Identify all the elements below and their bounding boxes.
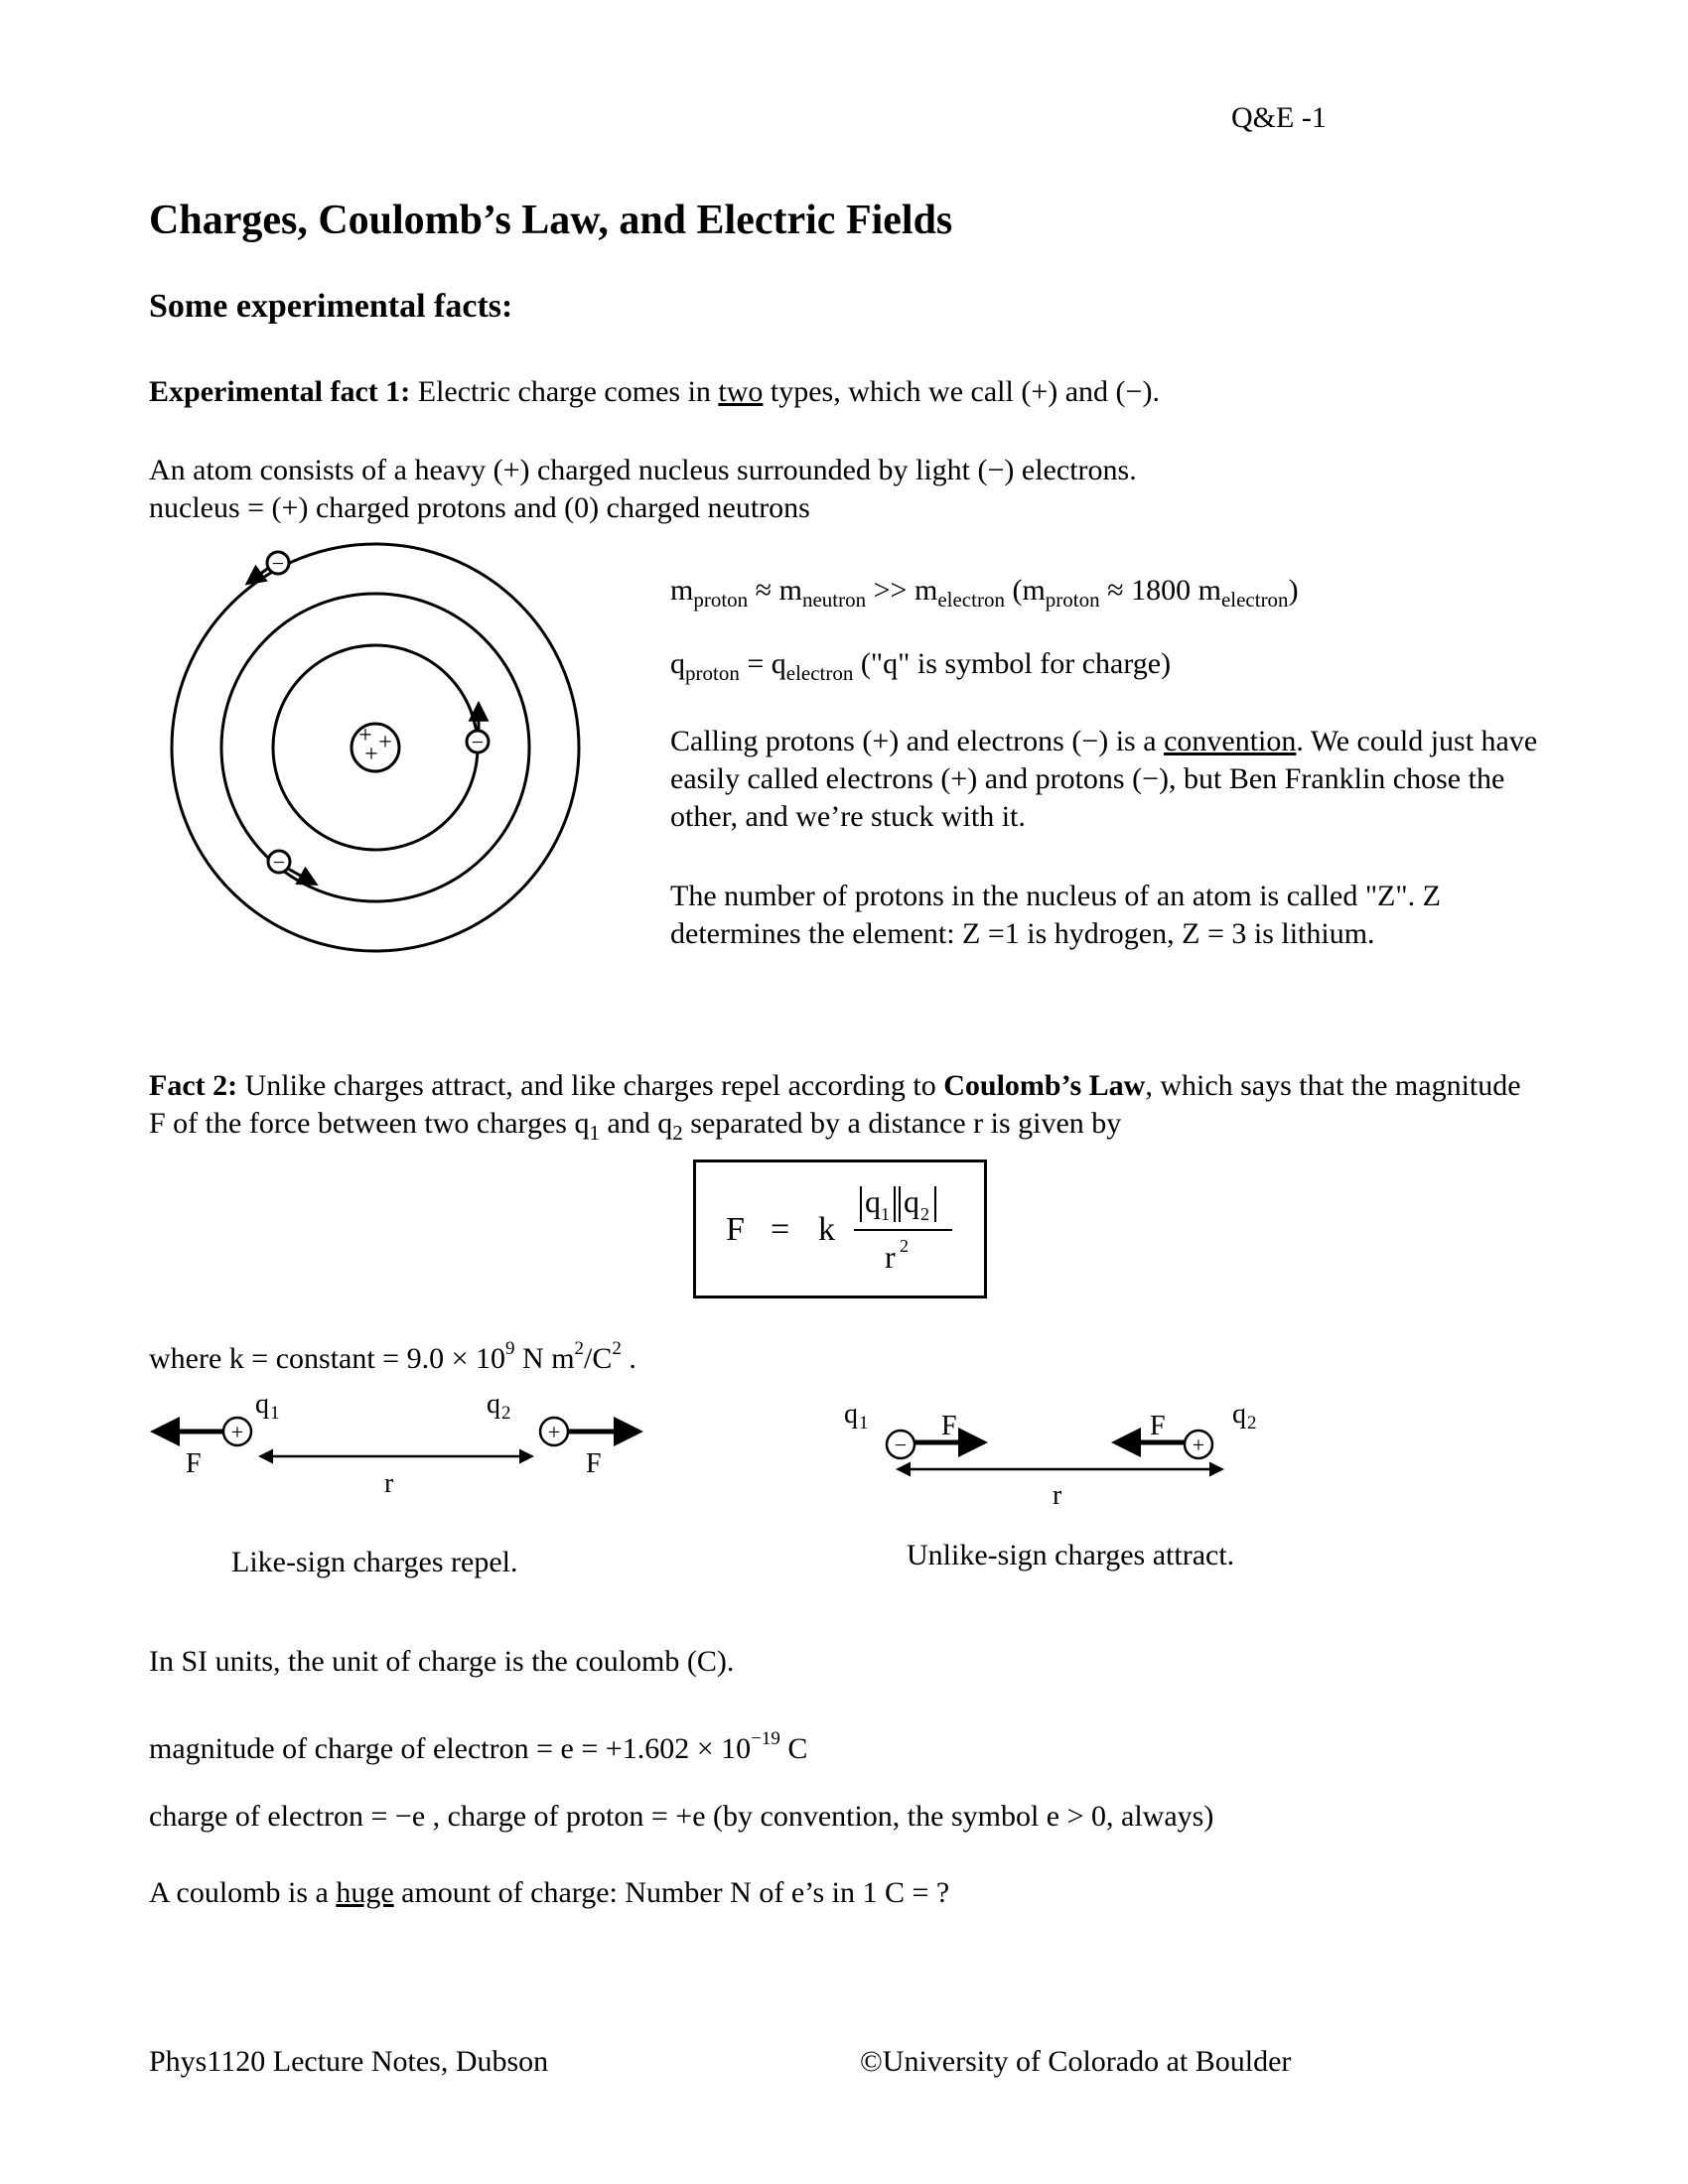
footer-right: ©University of Colorado at Boulder xyxy=(860,2045,1292,2078)
formula-q2: q xyxy=(904,1183,919,1219)
k-unit-c: /C xyxy=(584,1342,613,1375)
electron-outer-sign: − xyxy=(271,551,285,576)
repel-force-left-label: F xyxy=(186,1448,202,1479)
coulomb-question xyxy=(149,1874,949,1912)
repel-diagram xyxy=(144,1385,660,1514)
paren-open: ( xyxy=(1004,574,1023,607)
fact-1-label: Experimental fact 1: xyxy=(149,375,411,408)
sub-proton-2: proton xyxy=(1045,588,1100,612)
attract-diagram xyxy=(839,1385,1256,1514)
convention-text-end: . We could just have easily called electrons (+) and protons (−), but Ben Franklin chose the other, and we’re stuck with it. xyxy=(670,725,1538,833)
charge-note: ("q" is symbol for charge) xyxy=(853,647,1172,680)
sub-1: 1 xyxy=(589,1121,600,1145)
attract-caption: Unlike-sign charges attract. xyxy=(907,1539,1235,1571)
sub-proton: proton xyxy=(693,588,749,612)
fact-2 xyxy=(149,1067,1539,1152)
fact-2-text-c: and q xyxy=(599,1107,673,1140)
k-period: . xyxy=(621,1342,636,1375)
page-number: Q&E -1 xyxy=(1231,101,1327,134)
atom-diagram xyxy=(159,541,596,978)
repel-charge-2-sign: + xyxy=(547,1420,561,1444)
convention-text: Calling protons (+) and electrons (−) is a xyxy=(670,725,1165,757)
sub-neutron: neutron xyxy=(801,588,867,612)
repel-q2: q xyxy=(487,1389,500,1420)
formula-q1: q xyxy=(865,1183,881,1219)
fact-1 xyxy=(149,373,1160,411)
fact-2-text-b: , which says that the magnitude F of the force between two charges q xyxy=(149,1069,1521,1140)
q-proton: q xyxy=(670,647,685,680)
charge-sign-convention: charge of electron = −e , charge of proton = +e (by convention, the symbol e > 0, always) xyxy=(149,1800,1214,1833)
sub-electron: electron xyxy=(937,588,1005,612)
formula-force: F xyxy=(726,1211,745,1248)
footer-left: Phys1120 Lecture Notes, Dubson xyxy=(149,2045,549,2078)
fact-2-text: Unlike charges attract, and like charges repel according to xyxy=(237,1069,944,1102)
formula-sub-2: 2 xyxy=(920,1204,929,1224)
attract-distance-label: r xyxy=(1053,1480,1062,1511)
sub-electron: electron xyxy=(785,661,854,685)
electron-charge-magnitude xyxy=(149,1720,807,1768)
electron-inner-sign: − xyxy=(471,730,485,754)
charge-relation xyxy=(670,645,1171,692)
electron-mag-exp: −19 xyxy=(751,1728,780,1749)
attract-q2-sub: 2 xyxy=(1247,1413,1256,1433)
m-electron: m xyxy=(914,574,938,607)
m-neutron: m xyxy=(778,574,802,607)
repel-distance-label: r xyxy=(384,1468,394,1499)
coulomb-formula xyxy=(696,1162,984,1296)
attract-q1: q xyxy=(844,1399,858,1430)
approx-1800: ≈ 1800 xyxy=(1099,574,1198,607)
nucleus-description: nucleus = (+) charged protons and (0) charged neutrons xyxy=(149,491,810,524)
si-units: In SI units, the unit of charge is the coulomb (C). xyxy=(149,1645,735,1678)
electron-mag-unit: C xyxy=(779,1732,808,1765)
coulomb-text: A coulomb is a xyxy=(149,1876,337,1909)
section-heading: Some experimental facts: xyxy=(149,288,513,325)
constant-k xyxy=(149,1330,636,1378)
m-proton: m xyxy=(670,574,694,607)
repel-charge-1-sign: + xyxy=(230,1420,244,1444)
fact-1-text-end: types, which we call (+) and (−). xyxy=(763,375,1160,408)
z-paragraph: The number of protons in the nucleus of an atom is called "Z". Z determines the element: Z =1 is hydrogen, Z = 3 is lithium. xyxy=(670,880,1441,950)
m-electron-2: m xyxy=(1197,574,1221,607)
sub-electron-2: electron xyxy=(1220,588,1289,612)
attract-q2: q xyxy=(1232,1399,1246,1430)
attract-charge-1-sign: − xyxy=(894,1433,908,1457)
nucleus-plus-3: + xyxy=(364,742,378,767)
attract-force-right-label: F xyxy=(1150,1411,1166,1441)
mass-relation xyxy=(670,572,1299,618)
coulomb-formula-box xyxy=(693,1160,987,1298)
page-title: Charges, Coulomb’s Law, and Electric Fields xyxy=(149,198,953,243)
fact-1-emphasis: two xyxy=(718,375,764,408)
electron-middle-sign: − xyxy=(272,850,286,875)
formula-exp-2: 2 xyxy=(900,1236,909,1256)
approx-sign: ≈ xyxy=(748,574,779,607)
m-proton-2: m xyxy=(1022,574,1046,607)
nucleus-plus-2: + xyxy=(378,730,392,755)
formula-equals: = xyxy=(771,1211,790,1248)
coulomb-emphasis: huge xyxy=(336,1876,394,1909)
sub-proton: proton xyxy=(685,661,740,685)
coulomb-text-end: amount of charge: Number N of e’s in 1 C = ? xyxy=(393,1876,950,1909)
formula-sub-1: 1 xyxy=(881,1204,890,1224)
formula-r: r xyxy=(885,1239,896,1275)
exp-9: 9 xyxy=(505,1338,515,1359)
k-text: where k = constant = 9.0 × 10 xyxy=(149,1342,506,1375)
sub-2: 2 xyxy=(672,1121,683,1145)
repel-caption: Like-sign charges repel. xyxy=(231,1546,518,1578)
paren-close: ) xyxy=(1288,574,1299,607)
convention-emphasis: convention xyxy=(1164,725,1297,757)
k-unit-n-m: N m xyxy=(514,1342,575,1375)
convention-paragraph xyxy=(670,723,1544,836)
repel-q1-sub: 1 xyxy=(270,1403,280,1424)
repel-force-right-label: F xyxy=(586,1448,602,1479)
atom-description: An atom consists of a heavy (+) charged nucleus surrounded by light (−) electrons. xyxy=(149,454,1137,486)
repel-q2-sub: 2 xyxy=(501,1403,511,1424)
fact-1-text: Electric charge comes in xyxy=(410,375,719,408)
coulombs-law: Coulomb’s Law xyxy=(943,1069,1146,1102)
formula-k: k xyxy=(818,1211,835,1248)
equals-sign: = xyxy=(739,647,772,680)
electron-mag-text: magnitude of charge of electron = e = +1.602 × 10 xyxy=(149,1732,752,1765)
attract-q1-sub: 1 xyxy=(859,1413,869,1433)
attract-force-left-label: F xyxy=(941,1411,957,1441)
fact-2-label: Fact 2: xyxy=(149,1069,238,1102)
exp-2a: 2 xyxy=(574,1338,585,1359)
fact-2-text-d: separated by a distance r is given by xyxy=(682,1107,1122,1140)
attract-charge-2-sign: + xyxy=(1192,1433,1205,1457)
q-electron: q xyxy=(771,647,786,680)
repel-q1: q xyxy=(255,1389,269,1420)
much-greater-sign: >> xyxy=(866,574,914,607)
exp-2b: 2 xyxy=(612,1338,622,1359)
nucleus-plus-1: + xyxy=(358,723,372,749)
